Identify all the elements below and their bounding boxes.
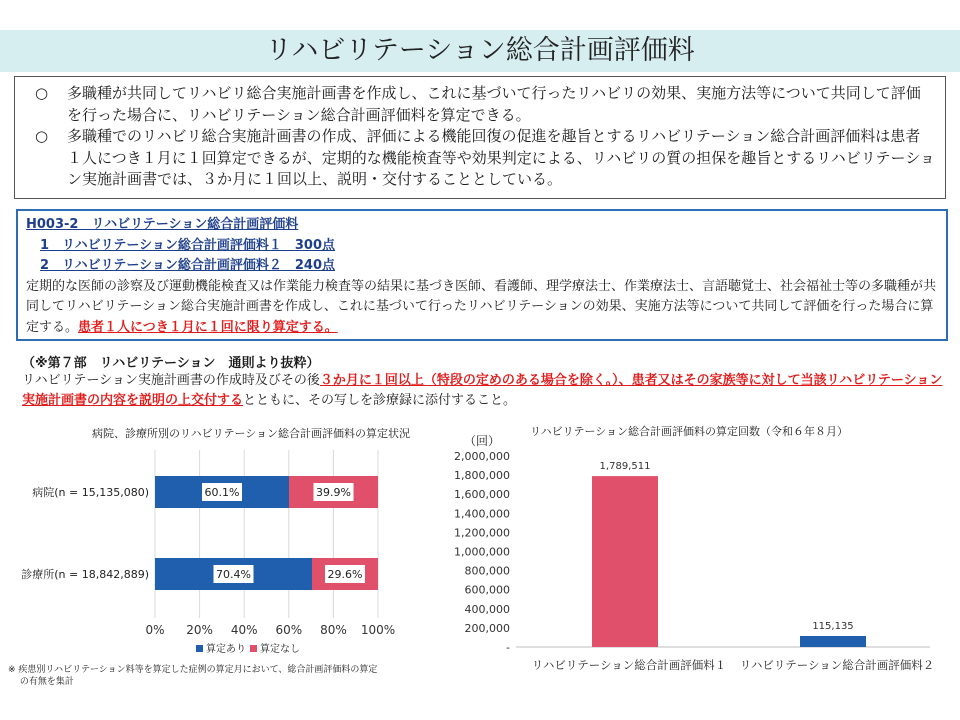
code-item-2: 2 リハビリテーション総合計画評価料２ 240点 [40, 258, 336, 273]
stacked-bar-chart [0, 440, 470, 670]
x-tick-label: 60% [275, 623, 303, 637]
code-description [26, 277, 938, 339]
bullet-mark: ○ [35, 127, 49, 145]
y-tick-label: 1,800,000 [454, 469, 510, 483]
category-label: 病院(n = 15,135,080) [32, 486, 149, 499]
y-tick-label: 800,000 [464, 564, 510, 578]
x-tick-label: 80% [320, 623, 347, 637]
excerpt-body [22, 371, 947, 410]
code-title: H003-2 リハビリテーション総合計画評価料 [26, 217, 299, 232]
code-item-1: 1 リハビリテーション総合計画評価料１ 300点 [40, 237, 336, 253]
category-label: リハビリテーション総合計画評価料２ [739, 658, 935, 672]
x-tick-label: 0% [145, 623, 165, 637]
data-label: 60.1% [204, 486, 240, 499]
data-label: 29.6% [327, 568, 363, 581]
excerpt-text-before: リハビリテーション実施計画書の作成時及びその後 [22, 373, 320, 388]
summary-bullet [25, 126, 935, 191]
data-label: 1,789,511 [599, 461, 651, 473]
footnote [8, 664, 377, 688]
legend-swatch [196, 645, 203, 652]
column-bar [800, 636, 866, 647]
summary-box [14, 76, 946, 199]
summary-bullet [25, 83, 935, 126]
data-label: 39.9% [316, 486, 351, 499]
summary-bullet-text: 多職種が共同してリハビリ総合実施計画書を作成し、これに基づいて行ったリハビリの効果、実施方法等について共同して評価を行った場合に、リハビリテーション総合計画評価料を算定できる。 [67, 84, 921, 124]
excerpt-heading: （※第７部 リハビリテーション 通則より抜粋） [22, 356, 320, 371]
summary-bullet-text: 多職種でのリハビリ総合実施計画書の作成、評価による機能回復の促進を趣旨とするリハビリテーション総合計画評価料は患者１人につき１月に１回算定できるが、定期的な機能検査等や効果判定による、リハビリの質の担保を趣旨とするリハビリテーション実施計画書では、３か月に１回以上、説明・交付することとしている。 [67, 127, 935, 188]
data-label: 70.4% [216, 568, 251, 581]
bullet-mark: ○ [35, 84, 49, 102]
column-bar [592, 476, 658, 647]
footnote-line-2: の有無を集計 [8, 677, 74, 687]
column-chart [454, 440, 940, 680]
data-label: 115,135 [812, 621, 854, 633]
category-label: リハビリテーション総合計画評価料１ [531, 658, 727, 672]
legend-label: 算定なし [260, 644, 300, 655]
category-label: 診療所(n = 18,842,889) [21, 568, 149, 581]
y-tick-label: 1,200,000 [454, 526, 510, 540]
legend-swatch [250, 645, 257, 652]
excerpt-text-after: とともに、その写しを診療録に添付すること。 [243, 392, 517, 408]
page-title: リハビリテーション総合計画評価料 [265, 35, 695, 66]
x-tick-label: 100% [360, 623, 396, 637]
legend-label: 算定あり [206, 644, 246, 655]
y-tick-label: 400,000 [464, 602, 510, 616]
x-tick-label: 20% [186, 623, 213, 637]
y-tick-label: 200,000 [464, 621, 510, 635]
y-tick-label: 600,000 [464, 583, 510, 597]
y-tick-label: 1,400,000 [454, 507, 510, 521]
excerpt-text-red: ３か月に１回以上（特段の定めのある場合を除く。）、患者又はその家族等に対して当該リハビリテーション実施計画書の内容を説明の上交付する [22, 373, 943, 408]
y-tick-label: - [506, 641, 510, 654]
footnote-line-1: ※ 疾患別リハビリテーション料等を算定した症例の算定月において、総合計画評価料の算定 [8, 665, 378, 675]
y-tick-label: 1,000,000 [454, 545, 510, 559]
y-tick-label: 2,000,000 [454, 450, 510, 463]
code-desc-text: 定期的な医師の診察及び運動機能検査又は作業能力検査等の結果に基づき医師、看護師、理学療法士、作業療法士、言語聴覚士、社会福祉士等の多職種が共同してリハビリテーション総合実施計画書を作成し、これに基づいて行ったリハビリテーションの効果、実施方法等について共同して評価を行った場合に算定する。 [26, 278, 937, 335]
right-chart-unit: （回） [464, 434, 501, 448]
right-chart-title: リハビリテーション総合計画評価料の算定回数（令和６年８月） [530, 425, 849, 438]
fee-code-box [16, 209, 948, 341]
left-chart-title: 病院、診療所別のリハビリテーション総合計画評価料の算定状況 [92, 427, 411, 440]
x-tick-label: 40% [230, 623, 258, 637]
code-desc-red: 患者１人につき１月に１回に限り算定する。 [78, 319, 338, 335]
y-tick-label: 1,600,000 [454, 488, 510, 502]
